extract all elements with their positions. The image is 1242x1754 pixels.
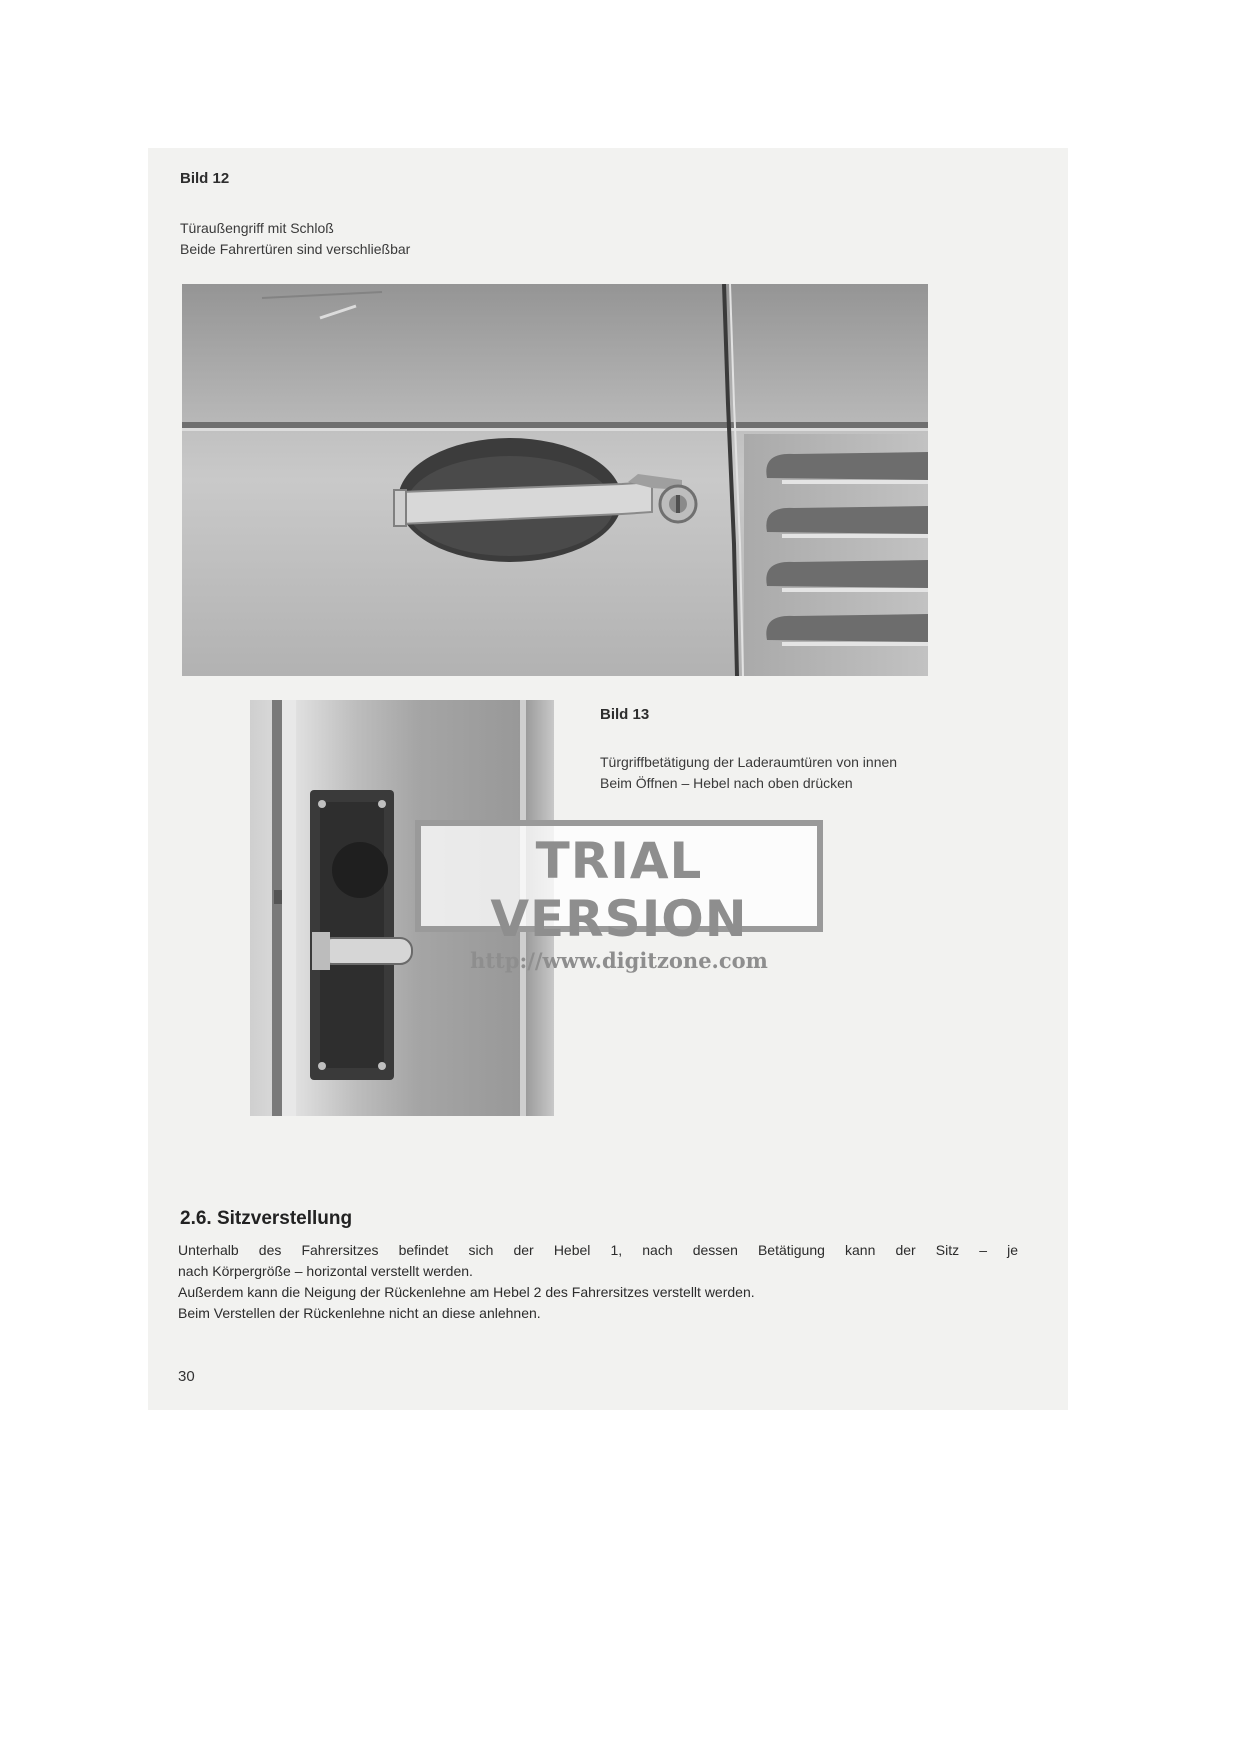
watermark-title: TRIAL VERSION — [490, 832, 748, 948]
figure-12-photo-door-handle — [182, 284, 928, 676]
page-number: 30 — [178, 1368, 195, 1385]
figure-13-caption-line-1: Türgriffbetätigung der Laderaumtüren von innen — [600, 754, 898, 770]
section-paragraph — [178, 1240, 1018, 1324]
trial-version-watermark — [415, 820, 823, 973]
figure-12-caption-line-2: Beide Fahrertüren sind verschließbar — [180, 241, 411, 257]
figure-13-label: Bild 13 — [600, 706, 650, 723]
paragraph-line-2: nach Körpergröße – horizontal verstellt werden. — [178, 1263, 473, 1279]
figure-12-caption — [180, 218, 410, 260]
section-heading: 2.6. Sitzverstellung — [180, 1208, 353, 1229]
figure-12-label: Bild 12 — [180, 170, 230, 187]
figure-12-caption-line-1: Türaußengriff mit Schloß — [180, 220, 334, 236]
watermark-url: http://www.digitzone.com — [470, 948, 768, 973]
paragraph-line-4: Beim Verstellen der Rückenlehne nicht an diese anlehnen. — [178, 1305, 541, 1321]
figure-13-caption-line-2: Beim Öffnen – Hebel nach oben drücken — [600, 775, 853, 791]
paragraph-line-1: Unterhalb des Fahrersitzes befindet sich der Hebel 1, nach dessen Betätigung kann der Sitz – je — [178, 1242, 1018, 1258]
figure-13-caption — [600, 752, 897, 794]
paragraph-line-3: Außerdem kann die Neigung der Rückenlehne am Hebel 2 des Fahrersitzes verstellt werden. — [178, 1284, 755, 1300]
